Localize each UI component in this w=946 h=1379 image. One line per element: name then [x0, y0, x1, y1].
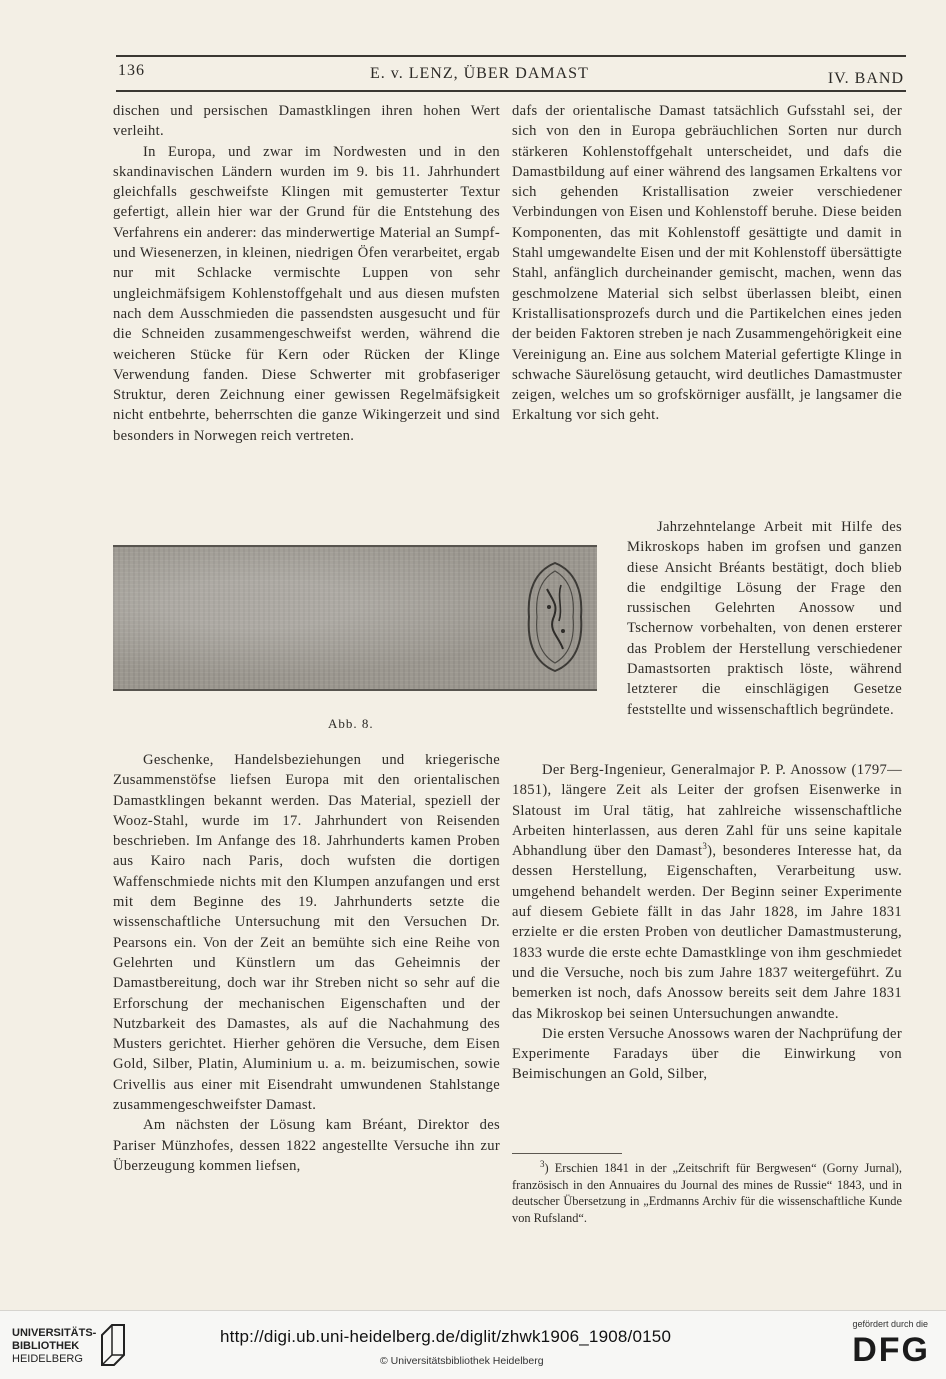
funder-note: gefördert durch die [852, 1319, 928, 1329]
paragraph: Am nächsten der Lösung kam Bréant, Direktor des Pariser Münzhofes, dessen 1822 angestellte Versuche ihn zur Überzeugung kommen liefsen, [113, 1117, 500, 1174]
right-column-inset [627, 517, 902, 720]
right-column-upper [512, 101, 902, 426]
footnote-reference: 3 [702, 841, 708, 852]
damascus-blade-figure [113, 545, 597, 691]
paragraph-text: ), besonderes Interesse hat, da dessen Herstellung, Eigenschaften, Verarbeitung usw. umgehend behandelt werden. Der Beginn seiner Experimente auf diesem Gebiete fällt in das Jahr 1828, im Jahre 1831 erzielte er die ersten Proben von deutlicher Damastmusterung, 1833 wurde die erste echte Damastklinge von ihm geschmiedet und die Versuche, noch bis zum Jahre 1837 weitergeführt. Zu bemerken ist noch, dafs Anossow bereits seit dem Jahre 1831 das Mikroskop bei seinen Untersuchungen anwandte. [512, 843, 902, 1022]
volume-label: IV. BAND [827, 70, 904, 87]
figure-caption: Abb. 8. [328, 716, 374, 731]
right-column-lower [512, 760, 902, 1085]
library-name [12, 1327, 106, 1366]
page-number: 136 [118, 62, 145, 79]
paragraph: Geschenke, Handelsbeziehungen und kriegerische Zusammenstöfse liefsen Europa mit den orientalischen Damastklingen bekannt werden. Das Material, speziell der Wooz-Stahl, wurde im 17. Jahrhundert von Reisenden beschrieben. Im Anfange des 18. Jahrhunderts kamen Proben aus Kairo nach Paris, doch wufsten die dortigen Waffenschmiede nichts mit den Klumpen anzufangen und erst mit dem Beginne des 19. Jahrhunderts setzte die wissenschaftliche Untersuchung mit den Versuchen Dr. Pearsons ein. Von der Zeit an bemühte sich eine Reihe von Gelehrten und Künstlern um das Geheimnis der Damastbereitung, doch war ihr Streben nicht so sehr auf die Erforschung der mechanischen Eigenschaften und der Nutzbarkeit des Damastes, als auf die Nachahmung des Musters gerichtet. Hierher gehören die Versuche, dem Eisen Gold, Silber, Platin, Aluminium u. a. m. beizumischen, sowie Crivellis aus einer mit Eisendraht umwundenen Stahlstange zusammengeschweifster Damast. [113, 752, 500, 1114]
footnote [512, 1160, 902, 1226]
footnote-rule [512, 1153, 622, 1154]
left-column-lower [113, 750, 500, 1176]
paragraph: Jahrzehntelange Arbeit mit Hilfe des Mikroskops haben im grofsen und ganzen diese Ansicht Bréants bestätigt, doch blieb die endgiltige Lösung der Frage den russischen Gelehrten Anossow und Tschernow vorbehalten, von denen ersterer das Problem der Herstellung verschiedener Damastsorten praktisch löste, während letzterer die einschlägigen Gesetze feststellte und wissenschaftlich begründete. [627, 519, 902, 718]
running-title: E. v. LENZ, ÜBER DAMAST [370, 65, 589, 82]
paragraph: dafs der orientalische Damast tatsächlich Gufsstahl sei, der sich von den in Europa gebräuchlichen Sorten nur durch stärkeren Kohlenstoffgehalt unterscheidet, und dafs die Damastbildung auf einer während des langsamen Erkaltens vor sich gehenden Kristallisation zweier verschiedener Verbindungen von Eisen und Kohlenstoff beruhe. Diese beiden Komponenten, das mit Kohlenstoff gesättigte und damit in Stahl umgewandelte Eisen und der mit Kohlenstoff übersättigte Stahl, anfänglich durcheinander gemischt, machen, wenn das geschmolzene Material sich selbst überlassen bleibt, einen Kristallisationsprozefs durch und die Partikelchen eines jeden der beiden Faktoren streben je nach Zusammengehörigkeit eine Vereinigung an. Eine aus solchem Material gefertigte Klinge in schwache Säurelösung getaucht, wird deutliches Damastmuster zeigen, welches um so grofskörniger ausfällt, je langsamer die Erkaltung vor sich geht. [512, 103, 902, 424]
digitization-footer [0, 1310, 946, 1379]
library-name-text: UNIVERSITÄTS- BIBLIOTHEK [12, 1327, 97, 1352]
dfg-logo: DFG [852, 1331, 930, 1369]
left-column-upper [113, 101, 500, 446]
header-rule [116, 90, 906, 92]
paragraph: dischen und persischen Damastklingen ihren hohen Wert verleiht. [113, 103, 500, 140]
library-city: HEIDELBERG [12, 1353, 83, 1365]
paragraph-text: Der Berg-Ingenieur, Generalmajor P. P. Anossow (1797—1851), längere Zeit als Leiter der grofsen Eisenwerke in Slatoust im Ural tätig, hat zahlreiche wissenschaftliche Arbeiten hinterlassen, aus deren Zahl für uns seine kapitale Abhandlung über den Damast [512, 762, 902, 860]
footnote-marker: 3 [540, 1158, 545, 1169]
top-rule [116, 55, 906, 57]
footnote-text: ) Erschien 1841 in der „Zeitschrift für Bergwesen“ (Gorny Jurnal), französisch in den Annuaires du Journal des mines de Russie“ 1843, und in deutscher Übersetzung in „Erdmanns Archiv für die wissenschaftliche Kunde von Rufsland“. [512, 1161, 902, 1225]
permalink-url[interactable]: http://digi.ub.uni-heidelberg.de/diglit/zhwk1906_1908/0150 [220, 1327, 672, 1346]
paragraph: Die ersten Versuche Anossows waren der Nachprüfung der Experimente Faradays über die Einwirkung von Beimischungen an Gold, Silber, [512, 1025, 902, 1083]
paragraph [512, 760, 902, 1024]
paragraph: In Europa, und zwar im Nordwesten und in den skandinavischen Ländern wurden im 9. bis 11. Jahrhundert gleichfalls geschweifste Klingen mit gemusterter Textur gefertigt, allein hier war der Grund für die Entstehung des Verfahrens ein anderer: das minderwertige Material an Sumpf- und Wiesenerzen, in kleinen, niedrigen Öfen verarbeitet, ergab nur mit Schlacke vermischte Luppen von sehr ungleichmäfsigem Kohlenstoffgehalt und aus diesen mufsten nach dem Ausschmieden die passendsten ausgesucht und für die Schneiden zusammengeschweifst werden, während die weicheren Stücke für Kern oder Rücken der Klinge Verwendung fanden. Diese Schwerter mit grobfaseriger Struktur, deren Zeichnung einer gewissen Regelmäfsigkeit nicht entbehrte, beherrschten die ganze Wikingerzeit und sind besonders in Norwegen reich vertreten. [113, 143, 500, 444]
copyright-notice: © Universitätsbibliothek Heidelberg [380, 1355, 544, 1367]
library-logo-icon [100, 1323, 126, 1367]
calligraphic-cartouche-icon [523, 561, 587, 673]
